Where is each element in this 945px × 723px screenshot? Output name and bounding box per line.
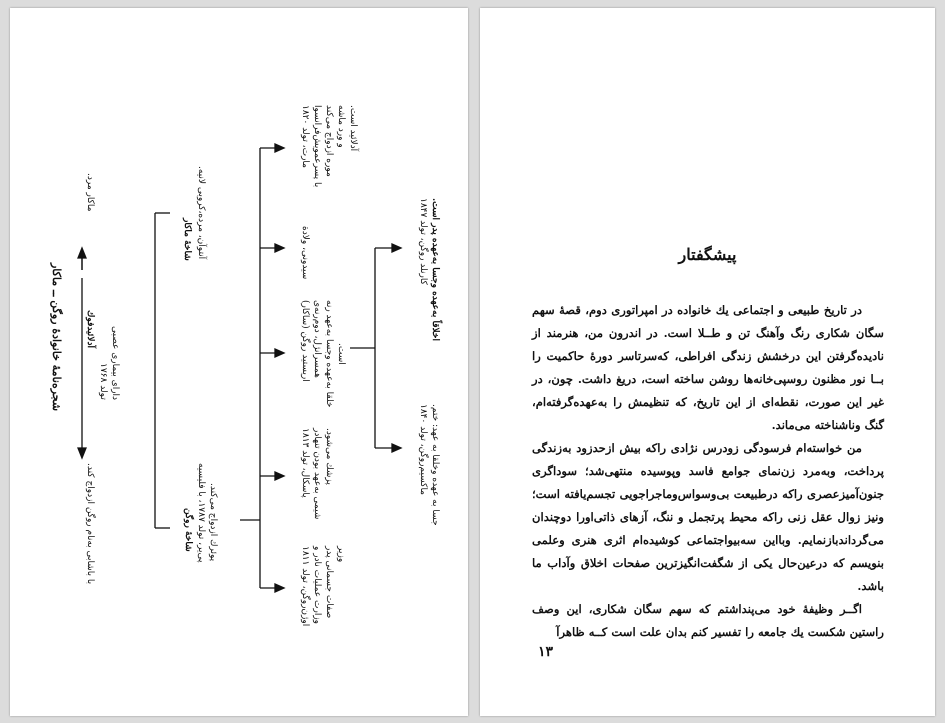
preface-body	[532, 299, 884, 644]
child-marthe-line5: آدلائید است.	[348, 105, 358, 152]
branch-rougon-line1: پی‌یر، تولد ۱۷۸۷، با فلیسیه	[196, 463, 206, 563]
branch-macquart-title: شاخهٔ ماکار	[182, 218, 192, 261]
child-aristide-line3: خلقا بەعهده وجسا بەعهد رنه	[324, 300, 334, 408]
root-top-note: ماکار مرد.	[85, 173, 95, 212]
root-bottom-note: با باشابی به‌نام روگن ازدواج کند.	[85, 463, 95, 585]
arrow-up-icon	[78, 248, 86, 258]
grandchild-clotilde-line2: اخلاقاً بەعهده وجسا بەعهده پدر است.	[430, 198, 440, 341]
child-aristide-line1: اریستید روگن (ساکار)	[300, 300, 310, 382]
page-number: ۱۳	[538, 644, 554, 660]
family-tree-lines	[10, 8, 468, 716]
branch-macquart-note: آنتوآن، مرده،کروبی لانیه.	[196, 166, 206, 260]
child-eugene-line4: وزیر	[336, 546, 346, 563]
child-marthe-line4: و ورد ماشه	[336, 105, 346, 148]
child-sidonie-line1: سیدونی، ولادة	[300, 226, 310, 280]
grandchild-maxime-line1: ماکسیم‌روگن، تولد ۱۸۴۰	[418, 404, 428, 496]
child-eugene-line2: وزارت عملیات نادر و	[312, 546, 322, 625]
paragraph-1: در تاریخ طبیعی و اجتماعی یك خانواده در امپراتوری دوم، قصهٔ سهم سگان شکاری رنگ وآهنگ تن و طــلا است. در اندرون من، هنرمند از نادیده‌گرفتن این درخشش زندگی افراطی، که‌سرتاسر دورهٔ حاکمیت را بــا نور مظنون روسپی‌خانه‌ها روشن ساخته است، دریغ داشت. چون، در غیر این صورت، نقطه‌ای از این تاریخ، که تنظیمش را به‌عهده‌گرفته‌ام، گنگ وناشناخته می‌ماند.	[532, 303, 884, 432]
tree-title: شجره‌نامهٔ خانوادهٔ روگن ــ ماکار	[50, 263, 63, 412]
grandchild-maxime-line2: جسا به عهده وخلقا به عهد: ختم.	[430, 404, 440, 526]
child-marthe-line3: موره ازدواج می‌کند	[324, 105, 334, 177]
child-eugene-line3: صفات جسمانی‌ پدر	[324, 546, 334, 619]
child-aristide-line2: همسرانژل، دوم‌رنه‌ی	[312, 300, 322, 378]
child-marthe-line1: مارت، تولد ۱۸۲۰	[300, 105, 310, 168]
child-pascal-line2: شیمی به‌عهد بودن تنهادر	[312, 428, 322, 520]
child-pascal-line1: پاسکال، تولد ۱۸۱۳	[300, 428, 310, 498]
root-name: آدلائید‌فوك	[85, 310, 95, 348]
branch-rougon-title: شاخهٔ روگن	[183, 508, 193, 552]
branch-rougon-line2: پوئرك ازدواج می‌کند.	[208, 483, 218, 562]
arrow-down-icon	[78, 448, 86, 458]
paragraph-3: اگــر وظیفهٔ خود می‌پنداشتم که سهم سگان شکاری، این وصف راستین شکست یك جامعه را تفسیر کنم بدان علت است کــه ظاهرآ	[532, 602, 884, 639]
family-tree	[10, 8, 468, 716]
right-page	[480, 8, 935, 716]
left-page	[10, 8, 468, 716]
child-aristide-line4: است.	[336, 343, 346, 365]
paragraph-2: من خواسته‌ام فرسودگی زودرس نژادی راکه بیش ازحدزود بەزندگی پرداخت، وبەمرد زن‌نمای جوامع فاسد وپوسیده منتهی‌شد؛ سوداگری جنون‌آمیزعصری راکه درطبیعت بی‌وسواس‌وماجراجویی تجسم‌یافته است؛ ونیز زوال عقل زنی راکه محیط پرتجمل و ننگ، آزهای ذاتی‌اورا دوچندان می‌گرداندبازنمایم. وبااین سه‌بیواجتماعی کوشیده‌ام اثری هنری وعلمی بنویسم که درعین‌حال یکی از شگفت‌انگیزترین صفحات اخلاق وآداب ما باشد.	[532, 441, 884, 593]
child-pascal-line3: پزشك می‌شود.	[324, 428, 334, 485]
root-birth: تولد ۱۷۶۸	[98, 363, 108, 400]
page-title: پیشگفتار	[678, 245, 737, 264]
child-marthe-line2: با پسرعمویش‌فرانسوا	[312, 105, 322, 188]
grandchild-clotilde-line1: کارنلد روگن، تولد ۱۸۴۷	[418, 198, 428, 285]
root-condition: دارای بیماری عصبی	[110, 326, 120, 401]
child-eugene-line1: اوژن‌روگن، تولد ۱۸۱۱	[300, 546, 310, 627]
